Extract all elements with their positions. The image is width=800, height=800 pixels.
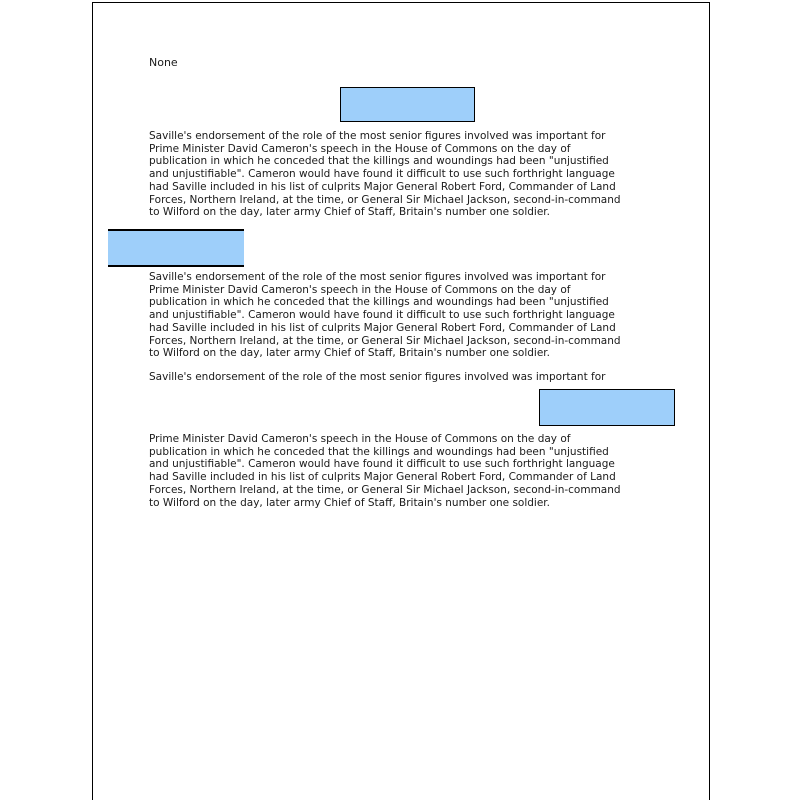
paragraph-line: Forces, Northern Ireland, at the time, or General Sir Michael Jackson, second-in-command <box>149 193 621 206</box>
document-page <box>92 2 710 800</box>
paragraph-line: to Wilford on the day, later army Chief of Staff, Britain's number one soldier. <box>149 496 550 509</box>
paragraph-1 <box>149 130 621 219</box>
paragraph-3-first-line: Saville's endorsement of the role of the most senior figures involved was important for <box>149 371 606 383</box>
paragraph-line: Prime Minister David Cameron's speech in the House of Commons on the day of <box>149 433 571 445</box>
paragraph-line: Prime Minister David Cameron's speech in the House of Commons on the day of <box>149 283 571 296</box>
image-placeholder-top-center <box>340 87 475 122</box>
paragraph-line: Prime Minister David Cameron's speech in the House of Commons on the day of <box>149 142 571 155</box>
paragraph-line: publication in which he conceded that the killings and woundings had been "unjustified <box>149 296 609 309</box>
paragraph-line: Saville's endorsement of the role of the most senior figures involved was important for <box>149 271 606 283</box>
paragraph-line: and unjustifiable". Cameron would have found it difficult to use such forthright language <box>149 458 615 471</box>
paragraph-line: had Saville included in his list of culprits Major General Robert Ford, Commander of Land <box>149 321 616 334</box>
paragraph-3-remainder <box>149 433 621 509</box>
image-placeholder-right <box>539 389 675 426</box>
paragraph-line: Saville's endorsement of the role of the most senior figures involved was important for <box>149 130 606 142</box>
paragraph-line: to Wilford on the day, later army Chief of Staff, Britain's number one soldier. <box>149 206 550 219</box>
paragraph-line: publication in which he conceded that the killings and woundings had been "unjustified <box>149 155 609 168</box>
paragraph-line: to Wilford on the day, later army Chief of Staff, Britain's number one soldier. <box>149 347 550 360</box>
paragraph-line: and unjustifiable". Cameron would have found it difficult to use such forthright language <box>149 168 615 181</box>
paragraph-line: Forces, Northern Ireland, at the time, or General Sir Michael Jackson, second-in-command <box>149 483 621 496</box>
paragraph-line: Forces, Northern Ireland, at the time, or General Sir Michael Jackson, second-in-command <box>149 334 621 347</box>
paragraph-line: publication in which he conceded that the killings and woundings had been "unjustified <box>149 445 609 458</box>
paragraph-line: had Saville included in his list of culprits Major General Robert Ford, Commander of Land <box>149 471 616 484</box>
paragraph-line: and unjustifiable". Cameron would have found it difficult to use such forthright language <box>149 309 615 322</box>
paragraph-2 <box>149 271 621 360</box>
paragraph-line: had Saville included in his list of culprits Major General Robert Ford, Commander of Land <box>149 180 616 193</box>
image-placeholder-left <box>108 229 244 267</box>
page-heading: None <box>149 56 178 69</box>
